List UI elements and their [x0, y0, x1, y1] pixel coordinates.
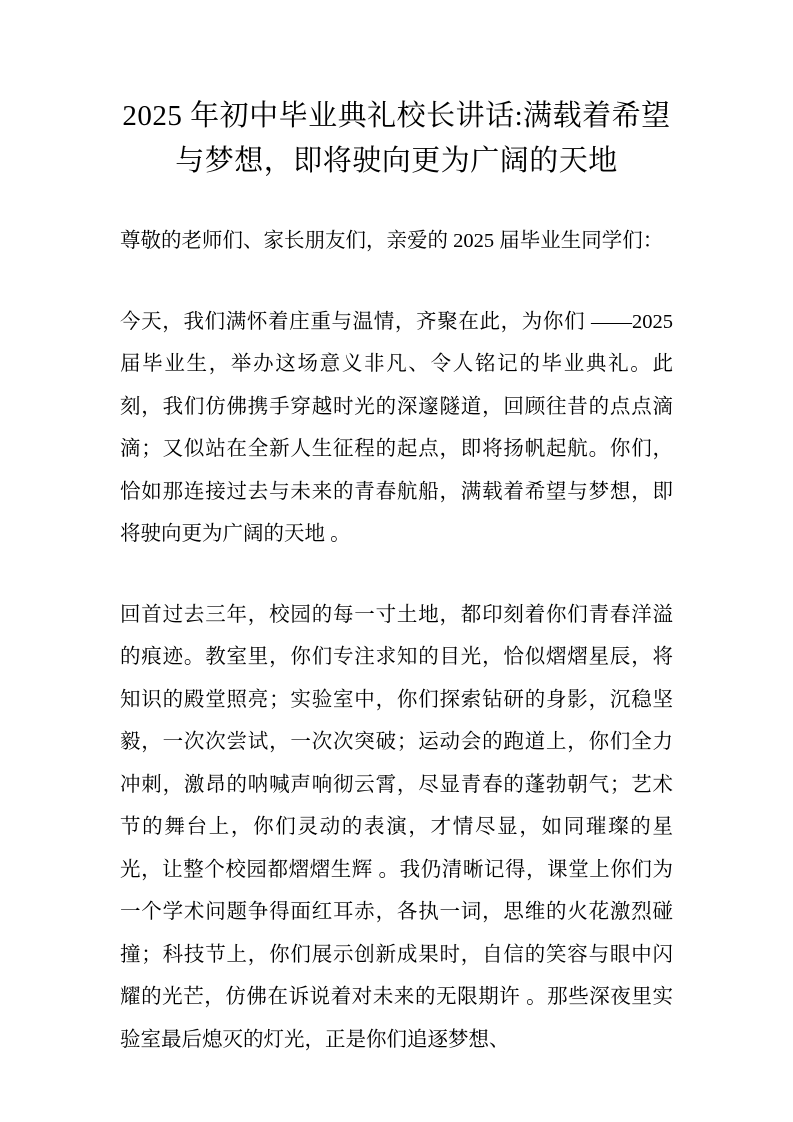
- paragraph-recollection: 回首过去三年，校园的每一寸土地，都印刻着你们青春洋溢的痕迹。教室里，你们专注求知的目光，恰似熠熠星辰，将知识的殿堂照亮；实验室中，你们探索钻研的身影，沉稳坚毅，一次次尝试，一次次突破；运动会的跑道上，你们全力冲刺，激昂的呐喊声响彻云霄，尽显青春的蓬勃朝气；艺术节的舞台上，你们灵动的表演，才情尽显，如同璀璨的星光，让整个校园都熠熠生辉 。我仍清晰记得，课堂上你们为一个学术问题争得面红耳赤，各执一词，思维的火花激烈碰撞；科技节上，你们展示创新成果时，自信的笑容与眼中闪耀的光芒，仿佛在诉说着对未来的无限期许 。那些深夜里实验室最后熄灭的灯光，正是你们追逐梦想、: [120, 603, 673, 1051]
- document-title: 2025 年初中毕业典礼校长讲话:满载着希望与梦想，即将驶向更为广阔的天地: [122, 100, 671, 177]
- salutation-line: 尊敬的老师们、家长朋友们，亲爱的 2025 届毕业生同学们：: [120, 230, 664, 252]
- document-content: [120, 94, 673, 1099]
- paragraph-opening: 今天，我们满怀着庄重与温情，齐聚在此，为你们 ——2025 届毕业生，举办这场意义非凡、令人铭记的毕业典礼。此刻，我们仿佛携手穿越时光的深邃隧道，回顾往昔的点点滴滴；又似站在全新人生征程的起点，即将扬帆起航。你们，恰如那连接过去与未来的青春航船，满载着希望与梦想，即将驶向更为广阔的天地 。: [120, 310, 673, 545]
